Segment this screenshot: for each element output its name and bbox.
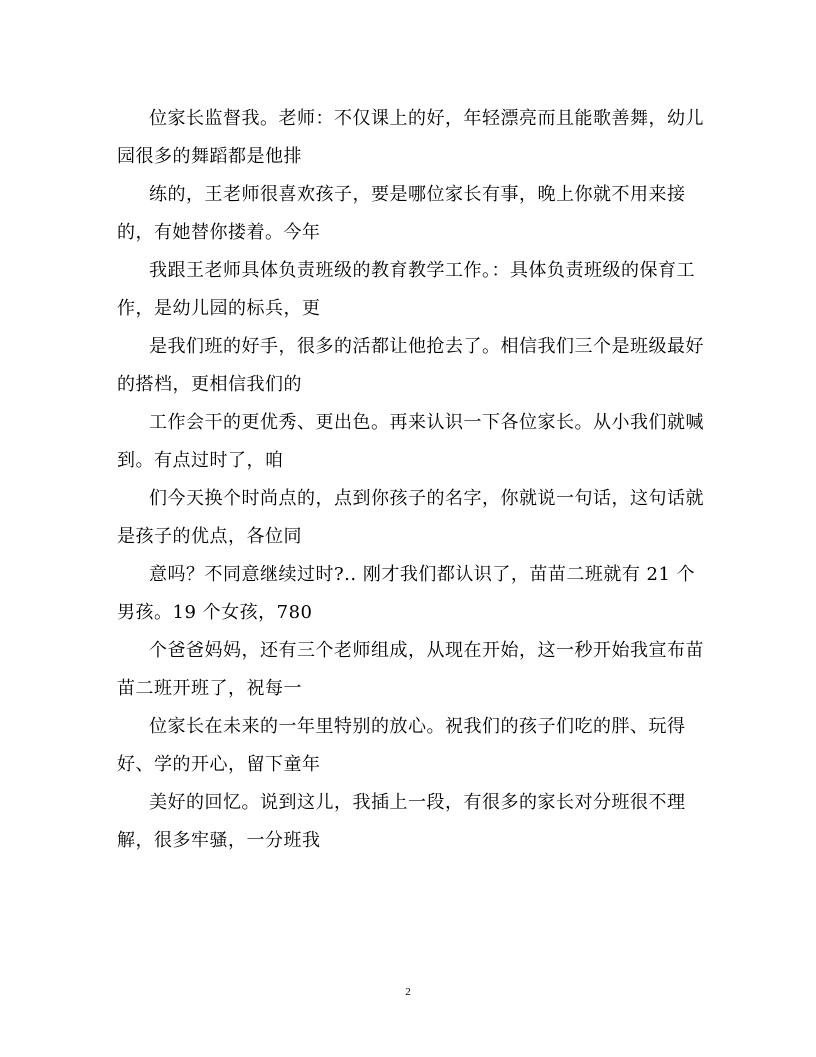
paragraph: 美好的回忆。说到这儿，我插上一段，有很多的家长对分班很不理解，很多牢骚，一分班我 (117, 792, 686, 851)
paragraph: 个爸爸妈妈，还有三个老师组成，从现在开始，这一秒开始我宣布苗苗二班开班了，祝每一 (117, 640, 704, 699)
body-text (117, 100, 707, 860)
page-number: 2 (405, 986, 411, 998)
paragraph: 练的，王老师很喜欢孩子，要是哪位家长有事，晚上你就不用来接的，有她替你搂着。今年 (117, 184, 686, 243)
paragraph: 位家长在未来的一年里特别的放心。祝我们的孩子们吃的胖、玩得好、学的开心，留下童年 (117, 716, 686, 775)
paragraph: 我跟王老师具体负责班级的教育教学工作。：具体负责班级的保育工作，是幼儿园的标兵，更 (117, 260, 695, 319)
paragraph: 是我们班的好手，很多的活都让他抢去了。相信我们三个是班级最好的搭档，更相信我们的 (117, 336, 704, 395)
paragraph: 位家长监督我。老师：不仅课上的好，年轻漂亮而且能歌善舞，幼儿园很多的舞蹈都是他排 (117, 108, 704, 167)
paragraph: 意吗？不同意继续过时?.. 刚才我们都认识了，苗苗二班就有 21 个男孩。19 个女孩，780 (117, 564, 696, 623)
paragraph: 们今天换个时尚点的，点到你孩子的名字，你就说一句话，这句话就是孩子的优点，各位同 (117, 488, 704, 547)
paragraph: 工作会干的更优秀、更出色。再来认识一下各位家长。从小我们就喊到。有点过时了，咱 (117, 412, 704, 471)
